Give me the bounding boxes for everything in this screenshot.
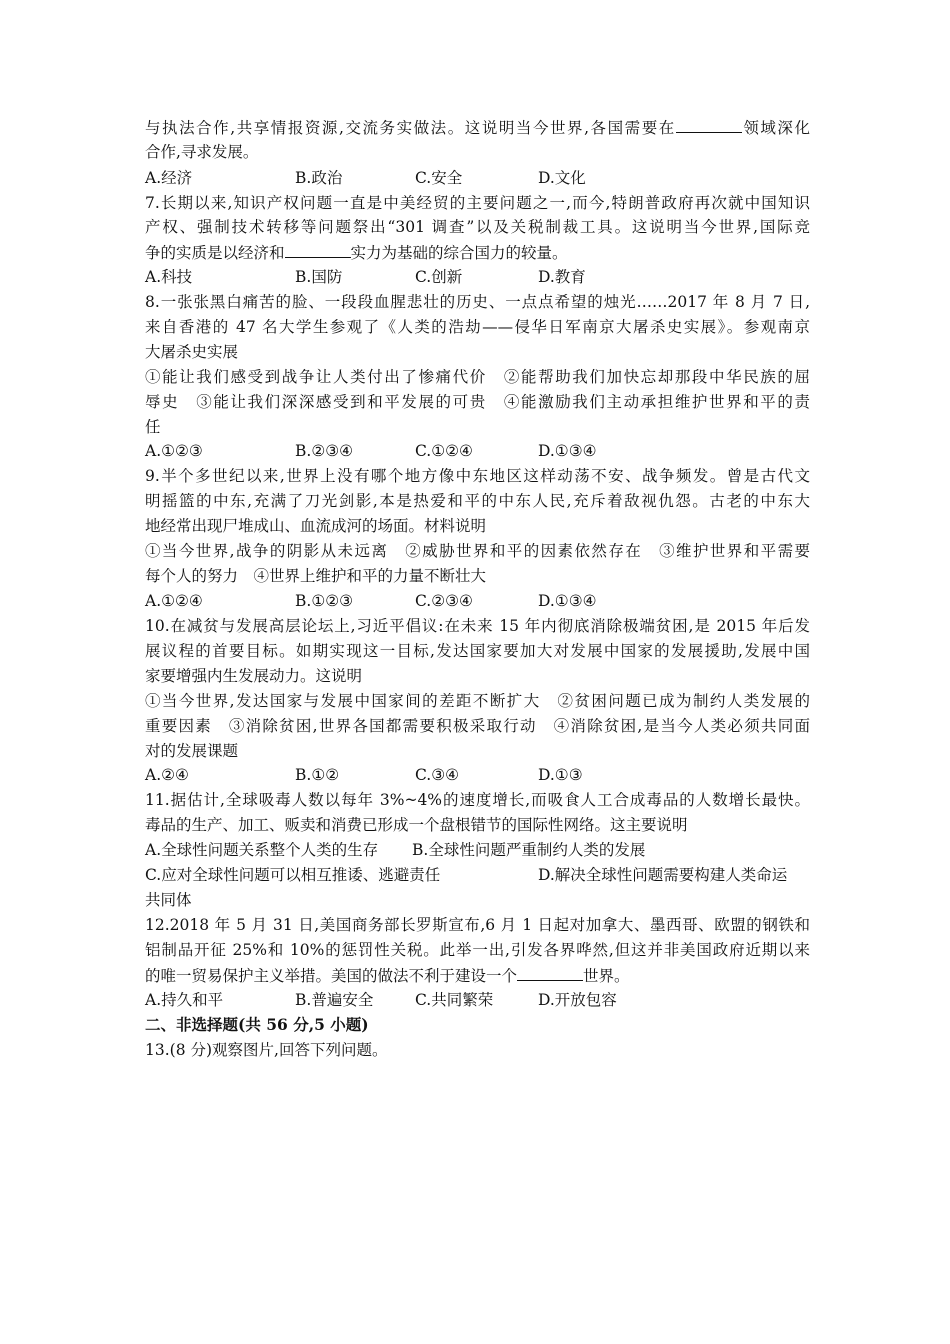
q9-option-b: B.①②③ [295,592,354,610]
q7-option-b: B.国防 [295,268,343,286]
q11-option-d: D.解决全球性问题需要构建人类命运 [538,866,788,884]
q9-option-a: A.①②④ [145,592,203,610]
q9-line-3: 地经常出现尸堆成山、血流成河的场面。材料说明 [145,517,487,535]
q10-option-d: D.①③ [538,766,583,784]
q6-option-d: D.文化 [538,169,586,187]
q11-option-a: A.全球性问题关系整个人类的生存 [145,841,379,859]
q8-line-2: 来自香港的 47 名大学生参观了《人类的浩劫——侵华日军南京大屠杀史实展》。参观南京 [145,318,810,336]
q12-options [145,990,810,1010]
q6-line-1: 与执法合作,共享情报资源,交流务实做法。这说明当今世界,各国需要在 领域深化 [145,119,810,137]
q12-option-c: C.共同繁荣 [415,991,494,1009]
q9-option-d: D.①③④ [538,592,597,610]
q9-options [145,591,810,611]
q11-line-1: 11.据估计,全球吸毒人数以每年 3%~4%的速度增长,而吸食人工合成毒品的人数增长最快。 [145,791,810,809]
q12-line-2: 铝制品开征 25%和 10%的惩罚性关税。此举一出,引发各界哗然,但这并非美国政府近期以来 [145,941,810,959]
q6-line-2: 合作,寻求发展。 [145,143,259,161]
answer-blank [676,117,742,133]
q9-line-2: 明摇篮的中东,充满了刀光剑影,本是热爱和平的中东人民,充斥着敌视仇怨。古老的中东大 [145,492,810,510]
q10-statement-line-3: 对的发展课题 [145,742,239,760]
q11-option-d-continued: 共同体 [145,891,192,909]
section-2-heading: 二、非选择题(共 56 分,5 小题) [145,1015,369,1034]
q9-statement-line-2: 每个人的努力 ④世界上维护和平的力量不断壮大 [145,567,487,585]
answer-blank [517,965,583,981]
q8-statement-line-1: ①能让我们感受到战争让人类付出了惨痛代价 ②能帮助我们加快忘却那段中华民族的屈 [145,368,810,386]
q6-options [145,168,810,188]
q10-option-a: A.②④ [145,766,189,784]
q7-option-c: C.创新 [415,268,463,286]
q8-line-1: 8.一张张黑白痛苦的脸、一段段血腥悲壮的历史、一点点希望的烛光……2017 年 8 月 7 日, [145,293,810,311]
q10-statement-line-1: ①当今世界,发达国家与发展中国家间的差距不断扩大 ②贫困问题已成为制约人类发展的 [145,692,810,710]
q8-line-3: 大屠杀史实展 [145,343,239,361]
q10-option-c: C.③④ [415,766,460,784]
q12-line-1: 12.2018 年 5 月 31 日,美国商务部长罗斯宣布,6 月 1 日起对加拿大、墨西哥、欧盟的钢铁和 [145,916,810,934]
q12-option-b: B.普遍安全 [295,991,374,1009]
q8-option-a: A.①②③ [145,442,203,460]
q7-options [145,267,810,287]
q8-option-b: B.②③④ [295,442,354,460]
q9-statement-line-1: ①当今世界,战争的阴影从未远离 ②威胁世界和平的因素依然存在 ③维护世界和平需要 [145,542,810,560]
q10-line-1: 10.在减贫与发展高层论坛上,习近平倡议:在未来 15 年内彻底消除极端贫困,是 2015 年后发 [145,617,810,635]
q9-option-c: C.②③④ [415,592,473,610]
q10-statement-line-2: 重要因素 ③消除贫困,世界各国都需要积极采取行动 ④消除贫困,是当今人类必须共同面 [145,717,810,735]
q12-option-d: D.开放包容 [538,991,617,1009]
q10-line-3: 家要增强内生发展动力。这说明 [145,667,363,685]
q10-line-2: 展议程的首要目标。如期实现这一目标,发达国家要加大对发展中国家的发展援助,发展中国 [145,642,810,660]
q7-line-1: 7.长期以来,知识产权问题一直是中美经贸的主要问题之一,而今,特朗普政府再次就中国知识 [145,194,810,212]
q8-options [145,441,810,461]
answer-blank [285,242,351,258]
q6-option-c: C.安全 [415,169,463,187]
q11-options-row-1 [145,840,810,860]
q10-options [145,765,810,785]
q12-option-a: A.持久和平 [145,991,224,1009]
q8-statement-line-3: 任 [145,418,161,436]
q11-options-row-2 [145,865,810,885]
q7-option-d: D.教育 [538,268,586,286]
q8-option-d: D.①③④ [538,442,597,460]
q12-line-3: 的唯一贸易保护主义举措。美国的做法不利于建设一个 世界。 [145,967,630,985]
q6-option-a: A.经济 [145,169,193,187]
q13-line-1: 13.(8 分)观察图片,回答下列问题。 [145,1041,388,1059]
q11-line-2: 毒品的生产、加工、贩卖和消费已形成一个盘根错节的国际性网络。这主要说明 [145,816,688,834]
q11-option-c: C.应对全球性问题可以相互推诿、逃避责任 [145,866,441,884]
q11-option-b: B.全球性问题严重制约人类的发展 [412,841,646,859]
q8-option-c: C.①②④ [415,442,473,460]
q9-line-1: 9.半个多世纪以来,世界上没有哪个地方像中东地区这样动荡不安、战争频发。曾是古代文 [145,467,810,485]
q7-option-a: A.科技 [145,268,193,286]
q10-option-b: B.①② [295,766,340,784]
q6-option-b: B.政治 [295,169,343,187]
q7-line-2: 产权、强制技术转移等问题祭出“301 调查”以及关税制裁工具。这说明当今世界,国际竞 [145,218,810,236]
q8-statement-line-2: 辱史 ③能让我们深深感受到和平发展的可贵 ④能激励我们主动承担维护世界和平的责 [145,393,810,411]
q7-line-3: 争的实质是以经济和 实力为基础的综合国力的较量。 [145,244,568,262]
